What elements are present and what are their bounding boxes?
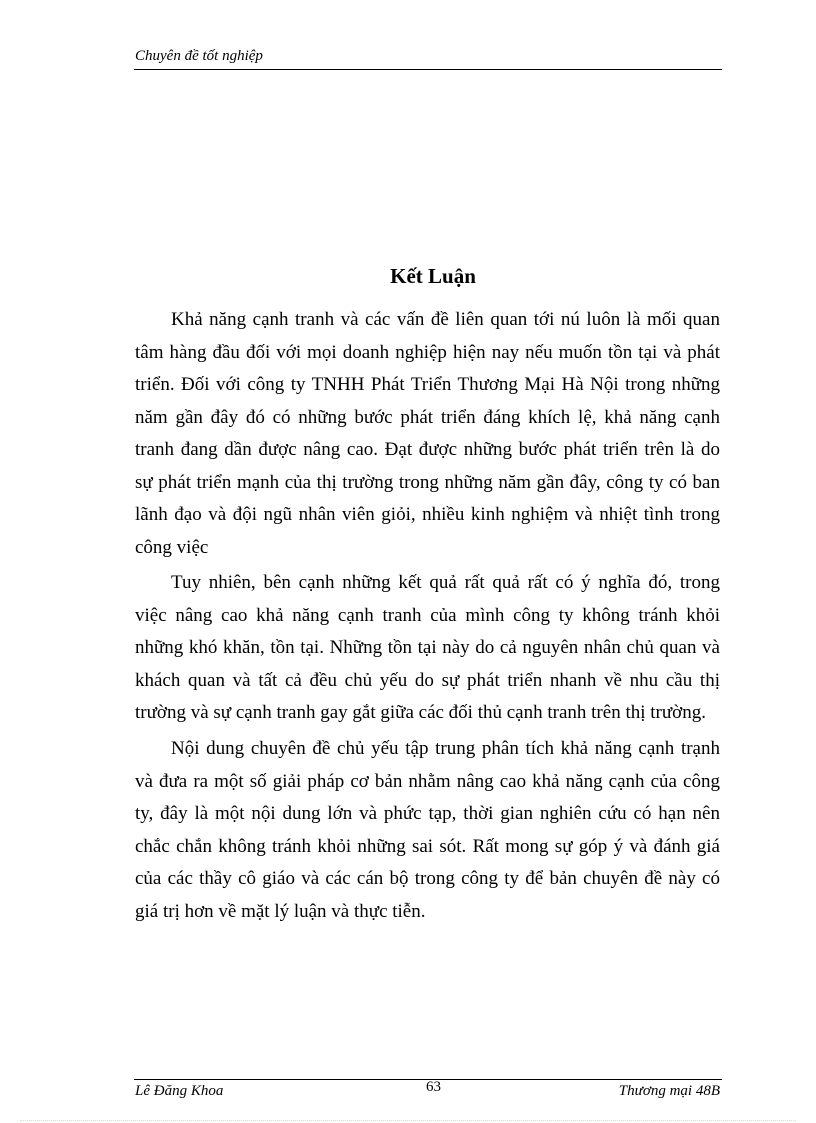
paragraph-1 — [135, 304, 720, 564]
paragraph-line: lãnh đạo và đội ngũ nhân viên giỏi, nhiều kinh nghiệm và nhiệt tình trong — [135, 504, 720, 525]
footer-author: Lê Đăng Khoa — [135, 1083, 224, 1099]
paragraph-line: Tuy nhiên, bên cạnh những kết quả rất quả rất có ý nghĩa đó, trong — [171, 572, 720, 593]
running-header: Chuyên đề tốt nghiệp — [135, 48, 263, 64]
paragraph-2 — [135, 567, 720, 730]
paragraph-line: công việc — [135, 536, 209, 558]
paragraph-line: ty, đây là một nội dung lớn và phức tạp, thời gian nghiên cứu có hạn nên — [135, 803, 720, 824]
paragraph-line: việc nâng cao khả năng cạnh tranh của mình công ty không tránh khỏi — [135, 604, 720, 626]
footer-class: Thương mại 48B — [618, 1083, 720, 1099]
page-edge-divider — [20, 1120, 796, 1121]
paragraph-line: sự phát triển mạnh của thị trường trong những năm gần đây, công ty có ban — [135, 471, 720, 493]
paragraph-line: và đưa ra một số giải pháp cơ bản nhằm nâng cao khả năng cạnh của công — [135, 770, 720, 792]
paragraph-line: tâm hàng đầu đối với mọi doanh nghiệp hiện nay nếu muốn tồn tại và phát — [135, 341, 720, 363]
page-number: 63 — [426, 1079, 441, 1095]
paragraph-line: của các thầy cô giáo và các cán bộ trong công ty để bản chuyên đề này có — [135, 868, 720, 889]
paragraph-line: trường và sự cạnh tranh gay gắt giữa các đối thủ cạnh tranh trên thị trường. — [135, 702, 706, 723]
paragraph-line: triển. Đối với công ty TNHH Phát Triển Thương Mại Hà Nội trong những — [135, 374, 720, 395]
paragraph-line: Nội dung chuyên đề chủ yếu tập trung phân tích khả năng cạnh trạnh — [171, 738, 720, 759]
paragraph-line: giá trị hơn về mặt lý luận và thực tiễn. — [135, 900, 426, 922]
paragraph-line: tranh đang dần được nâng cao. Đạt được những bước phát triển trên là do — [135, 439, 720, 460]
paragraph-line: những khó khăn, tồn tại. Những tồn tại này do cả nguyên nhân chủ quan và — [135, 637, 720, 658]
paragraph-3 — [135, 733, 720, 928]
page-title: Kết Luận — [390, 264, 476, 288]
paragraph-line: khách quan và tất cả đều chủ yếu do sự phát triển nhanh về nhu cầu thị — [135, 669, 720, 691]
paragraph-line: năm gần đây đó có những bước phát triển đáng khích lệ, khả năng cạnh — [135, 406, 720, 428]
header-rule — [134, 69, 722, 70]
paragraph-line: Khả năng cạnh tranh và các vấn đề liên quan tới nú luôn là mối quan — [171, 309, 720, 330]
paragraph-line: chắc chắn không tránh khỏi những sai sót. Rất mong sự góp ý và đánh giá — [135, 835, 720, 857]
